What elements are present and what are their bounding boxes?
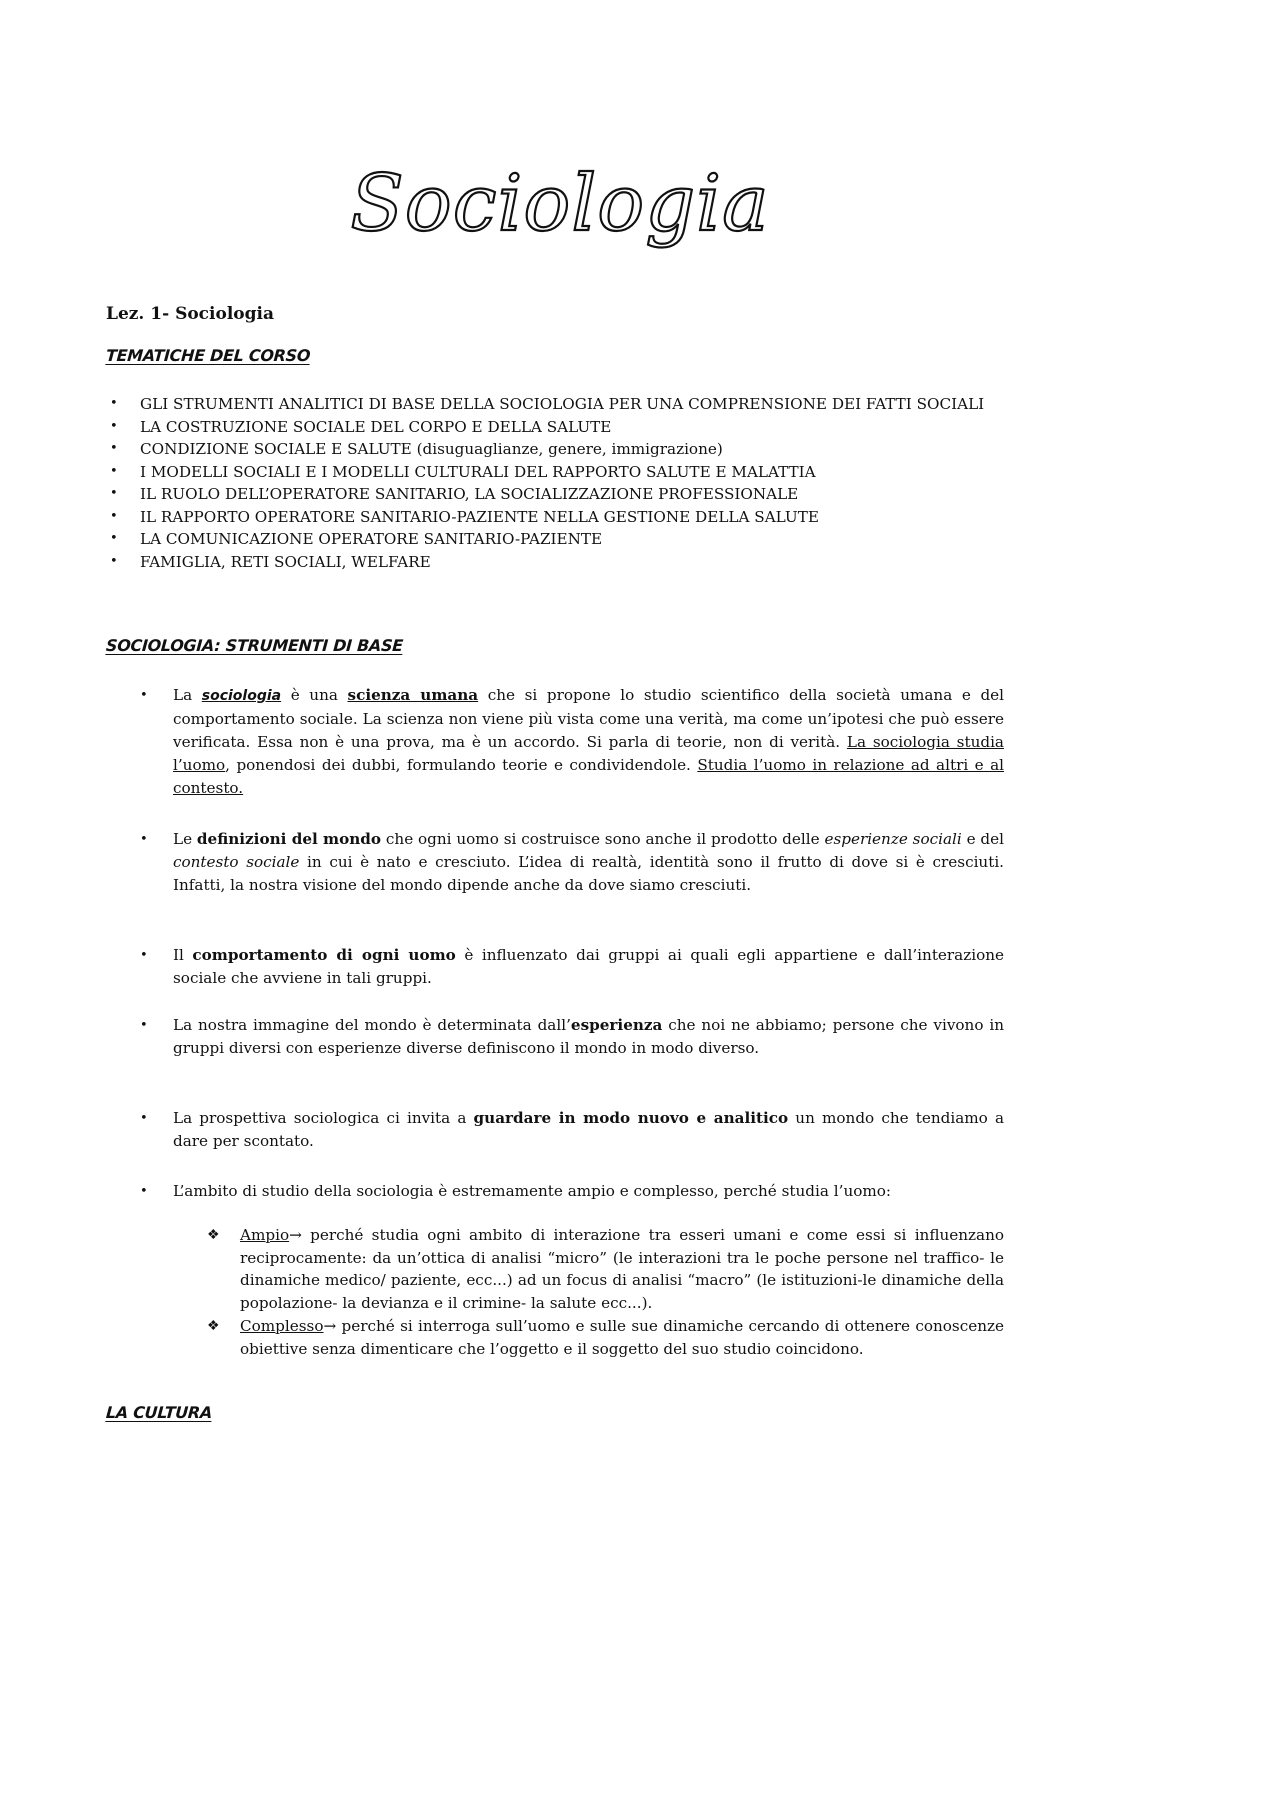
lesson-title: Lez. 1- Sociologia <box>106 304 274 324</box>
bullet-icon: • <box>110 508 118 524</box>
bullet-icon: • <box>140 948 148 963</box>
page-title <box>340 150 780 280</box>
heading-strumenti: SOCIOLOGIA: STRUMENTI DI BASE <box>105 636 404 655</box>
heading-tematiche: TEMATICHE DEL CORSO <box>105 346 311 365</box>
topics-list <box>106 393 1006 573</box>
sub-item-ampio: ❖ Ampio→ perché studia ogni ambito di interazione tra esseri umani e come essi si influenzano reciprocamente: da un’ottica di analisi “micro” (le interazioni tra le poche persone nel traffico- le dinamiche medico/ paziente, ecc...) ad un focus di analisi “macro” (le istituzioni-le dinamiche della popolazione- la devianza e il crimine- la salute ecc...). <box>207 1226 1004 1312</box>
paragraph-sociologia: • La sociologia è una scienza umana che si propone lo studio scientifico della società umana e del comportamento sociale. La scienza non viene più vista come una verità, ma come un’ipotesi che può essere verificata. Essa non è una prova, ma è un accordo. Si parla di teorie, non di verità. La sociologia studia l’uomo, ponendosi dei dubbi, formulando teorie e condividendole. Studia l’uomo in relazione ad altri e al contesto. <box>140 686 1005 797</box>
bullet-icon: • <box>110 486 118 501</box>
list-item: • GLI STRUMENTI ANALITICI DI BASE DELLA SOCIOLOGIA PER UNA COMPRENSIONE DEI FATTI SOCIALI <box>106 393 1006 416</box>
list-item: • IL RUOLO DELL’OPERATORE SANITARIO, LA SOCIALIZZAZIONE PROFESSIONALE <box>106 483 1006 506</box>
bullet-icon: • <box>140 1018 148 1033</box>
paragraph-comportamento: • Il comportamento di ogni uomo è influenzato dai gruppi ai quali egli appartiene e dall’interazione sociale che avviene in tali gruppi. <box>140 946 1004 987</box>
bullet-icon: • <box>140 1111 148 1126</box>
paragraph-definizioni: • Le definizioni del mondo che ogni uomo si costruisce sono anche il prodotto delle esperienze sociali e del contesto sociale in cui è nato e cresciuto. L’idea di realtà, identità sono il frutto di dove si è cresciuti. Infatti, la nostra visione del mondo dipende anche da dove siamo cresciuti. <box>140 830 1005 894</box>
arrow-icon: → <box>289 1226 302 1244</box>
diamond-bullet-icon: ❖ <box>207 1318 220 1334</box>
arrow-icon: → <box>323 1317 337 1335</box>
list-item: • CONDIZIONE SOCIALE E SALUTE (disuguaglianze, genere, immigrazione) <box>106 438 1006 461</box>
list-item: • IL RAPPORTO OPERATORE SANITARIO-PAZIENTE NELLA GESTIONE DELLA SALUTE <box>106 506 1006 529</box>
page-title-text: Sociologia <box>350 159 770 249</box>
list-item: • FAMIGLIA, RETI SOCIALI, WELFARE <box>106 551 1006 574</box>
list-item: • LA COMUNICAZIONE OPERATORE SANITARIO-PAZIENTE <box>106 528 1006 551</box>
bullet-icon: • <box>110 553 118 569</box>
diamond-bullet-icon: ❖ <box>207 1227 220 1243</box>
heading-cultura: LA CULTURA <box>105 1403 213 1422</box>
sub-item-complesso: ❖ Complesso→ perché si interroga sull’uomo e sulle sue dinamiche cercando di ottenere conoscenze obiettive senza dimenticare che l’oggetto e il soggetto del suo studio coincidono. <box>207 1317 1004 1358</box>
paragraph-esperienza: • La nostra immagine del mondo è determinata dall’esperienza che noi ne abbiamo; persone che vivono in gruppi diversi con esperienze diverse definiscono il mondo in modo diverso. <box>140 1016 1005 1057</box>
bullet-icon: • <box>110 463 118 479</box>
list-item: • I MODELLI SOCIALI E I MODELLI CULTURALI DEL RAPPORTO SALUTE E MALATTIA <box>106 461 1006 484</box>
paragraph-prospettiva: • La prospettiva sociologica ci invita a guardare in modo nuovo e analitico un mondo che tendiamo a dare per scontato. <box>140 1109 1004 1150</box>
bullet-icon: • <box>110 441 118 456</box>
bullet-icon: • <box>140 832 148 847</box>
bullet-icon: • <box>140 1184 148 1199</box>
paragraph-ambito: • L’ambito di studio della sociologia è estremamente ampio e complesso, perché studia l’uomo: <box>140 1180 1004 1203</box>
bullet-icon: • <box>110 418 118 434</box>
bullet-icon: • <box>110 396 118 411</box>
list-item: • LA COSTRUZIONE SOCIALE DEL CORPO E DELLA SALUTE <box>106 416 1006 439</box>
bullet-icon: • <box>110 531 118 546</box>
bullet-icon: • <box>140 688 148 703</box>
sociologia-handwritten: sociologia <box>201 688 282 704</box>
